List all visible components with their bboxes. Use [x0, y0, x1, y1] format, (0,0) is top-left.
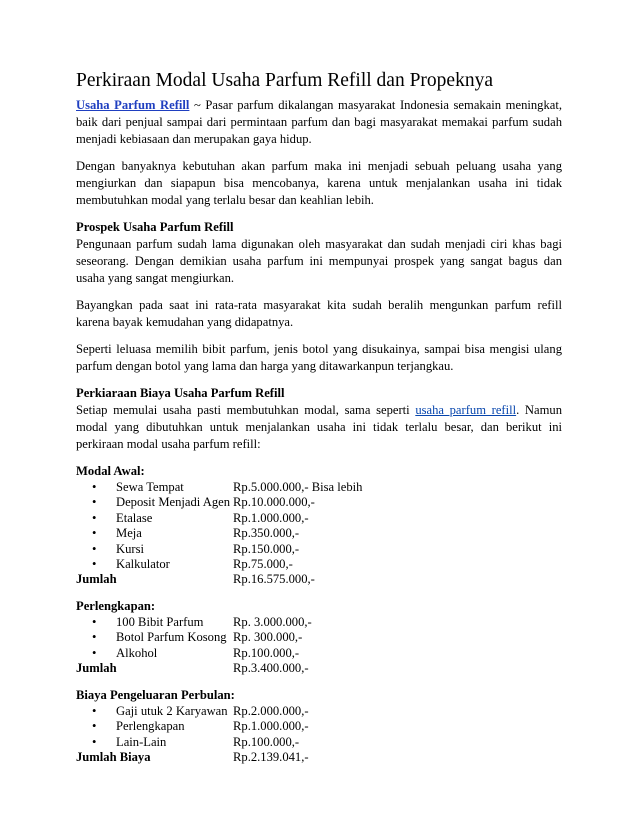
item-amount: Rp.5.000.000,- Bisa lebih: [233, 480, 363, 494]
page-title: Perkiraan Modal Usaha Parfum Refill dan Propeknya: [76, 70, 493, 91]
prospek-paragraph-3: Seperti leluasa memilih bibit parfum, jenis botol yang disukainya, sampai bisa mengisi ulang parfum dengan botol yang lama dan harga yang ditawarkanpun terjangkau.: [76, 342, 562, 373]
item-name: Kalkulator: [116, 557, 170, 572]
list-item: [76, 511, 562, 526]
biaya-heading: Perkiaraan Biaya Usaha Parfum Refill: [76, 386, 285, 400]
item-name: Alkohol: [116, 645, 158, 660]
document-page: [76, 70, 562, 766]
item-amount: Rp.100.000,-: [233, 734, 300, 749]
perlengkapan-heading: Perlengkapan:: [76, 599, 156, 614]
bullet-icon: •: [92, 526, 97, 541]
bullet-icon: •: [92, 703, 97, 718]
bullet-icon: •: [92, 630, 97, 645]
bullet-icon: •: [92, 495, 97, 510]
bulanan-heading: Biaya Pengeluaran Perbulan:: [76, 687, 235, 702]
perlengkapan-list: [76, 615, 562, 661]
biaya-text-before: Setiap memulai usaha pasti membutuhkan modal, sama seperti: [76, 403, 416, 417]
list-item: [76, 646, 562, 661]
intro-text: ~ Pasar parfum dikalangan masyarakat Indonesia semakain meningkat, baik dari penjual sampai dari permintaan parfum dan bagi masyarakat memakai parfum sudah menjadi kebiasaan dan merupakan gaya hidup.: [76, 98, 562, 146]
total-label: Jumlah Biaya: [76, 750, 151, 765]
bulanan-list: [76, 704, 562, 750]
item-amount: Rp.2.000.000,-: [233, 703, 309, 718]
list-item: [76, 480, 562, 495]
prospek-paragraph-1: Pengunaan parfum sudah lama digunakan oleh masyarakat dan sudah menjadi ciri khas bagi seseorang. Dengan demikian usaha parfum ini mempunyai prospek yang sangat bagus dan usaha yang sangat mengiurkan.: [76, 237, 562, 285]
item-amount: Rp. 300.000,-: [233, 630, 303, 645]
item-amount: Rp.1.000.000,-: [233, 510, 309, 525]
biaya-text-after: . Namun modal yang dibutuhkan untuk menjalankan usaha ini tidak terlalu besar, dan berikut ini perkiraan modal usaha parfum refill:: [76, 403, 562, 451]
item-amount: Rp.350.000,-: [233, 526, 300, 541]
list-item: [76, 719, 562, 734]
list-item: [76, 630, 562, 645]
item-name: Deposit Menjadi Agen: [116, 495, 231, 510]
modal-awal-total-row: [76, 572, 562, 588]
intro-paragraph: [76, 97, 562, 148]
bullet-icon: •: [92, 510, 97, 525]
item-name: Etalase: [116, 510, 153, 525]
list-item: [76, 526, 562, 541]
item-amount: Rp.1.000.000,-: [233, 719, 309, 734]
bullet-icon: •: [92, 615, 97, 630]
bullet-icon: •: [92, 557, 97, 572]
item-name: Gaji utuk 2 Karyawan: [116, 703, 228, 718]
item-amount: Rp.75.000,-: [233, 557, 293, 572]
total-amount: Rp.16.575.000,-: [233, 572, 315, 587]
bullet-icon: •: [92, 734, 97, 749]
item-amount: Rp.150.000,-: [233, 541, 300, 556]
item-name: Perlengkapan: [116, 719, 185, 734]
item-amount: Rp. 3.000.000,-: [233, 615, 312, 630]
modal-awal-heading: Modal Awal:: [76, 464, 145, 478]
item-name: Meja: [116, 526, 142, 541]
bullet-icon: •: [92, 541, 97, 556]
total-label: Jumlah: [76, 572, 117, 587]
list-item: [76, 557, 562, 572]
item-name: Sewa Tempat: [116, 480, 184, 494]
prospek-paragraph-2: Bayangkan pada saat ini rata-rata masyarakat kita sudah beralih mengunkan parfum refill karena bayak kemudahan yang didapatnya.: [76, 298, 562, 329]
bullet-icon: •: [92, 645, 97, 660]
item-name: Botol Parfum Kosong: [116, 630, 227, 645]
total-label: Jumlah: [76, 661, 117, 676]
intro-link[interactable]: Usaha Parfum Refill: [76, 98, 190, 112]
biaya-link[interactable]: usaha parfum refill: [415, 403, 517, 417]
bullet-icon: •: [92, 480, 97, 494]
list-item: [76, 495, 562, 510]
total-amount: Rp.2.139.041,-: [233, 750, 309, 765]
list-item: [76, 615, 562, 630]
bullet-icon: •: [92, 719, 97, 734]
item-name: Kursi: [116, 541, 144, 556]
list-item: [76, 704, 562, 719]
modal-awal-list: [76, 480, 562, 572]
biaya-paragraph: [76, 402, 562, 453]
item-amount: Rp.10.000.000,-: [233, 495, 315, 510]
paragraph-2: Dengan banyaknya kebutuhan akan parfum maka ini menjadi sebuah peluang usaha yang mengiurkan dan siapapun bisa mencobanya, karena untuk menjalankan usaha ini tidak membutuhkan modal yang terlalu besar dan keahlian lebih.: [76, 159, 562, 207]
total-amount: Rp.3.400.000,-: [233, 661, 309, 676]
bulanan-total-row: [76, 750, 562, 766]
item-amount: Rp.100.000,-: [233, 645, 300, 660]
list-item: [76, 735, 562, 750]
item-name: 100 Bibit Parfum: [116, 615, 204, 630]
list-item: [76, 542, 562, 557]
prospek-heading: Prospek Usaha Parfum Refill: [76, 220, 234, 234]
item-name: Lain-Lain: [116, 734, 167, 749]
perlengkapan-total-row: [76, 661, 562, 677]
